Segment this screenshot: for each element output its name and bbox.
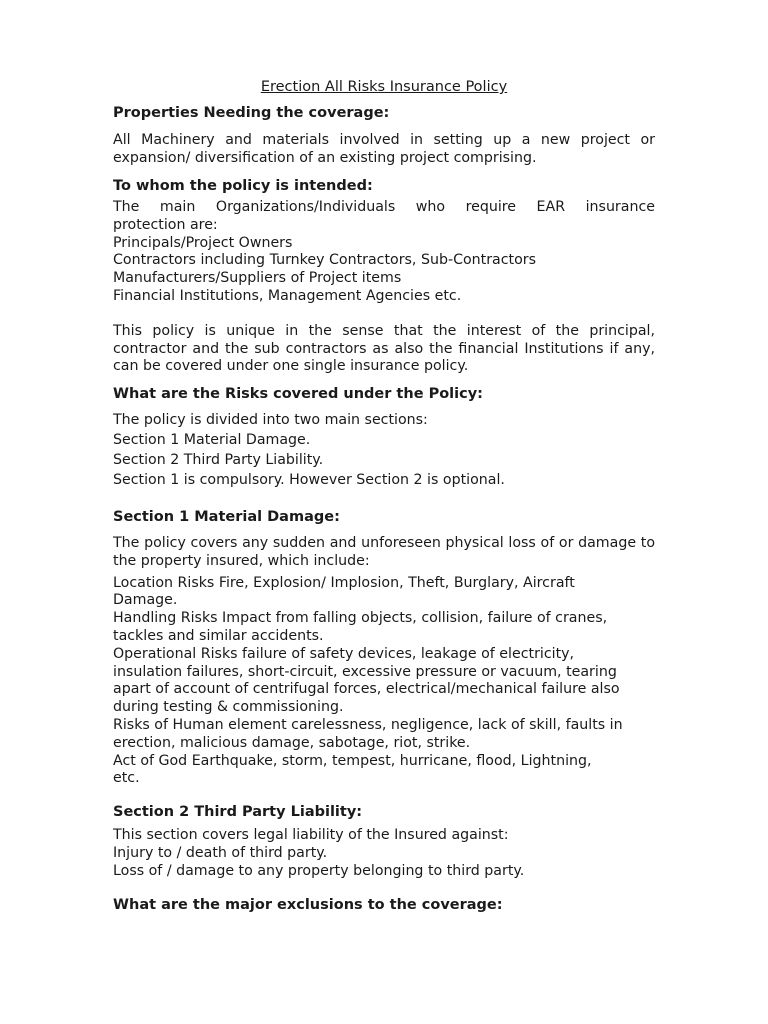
material-damage-intro: The policy covers any sudden and unforeseen physical loss of or damage to the property insured, which include:: [113, 535, 655, 569]
material-risk-line: Location Risks Fire, Explosion/ Implosion, Theft, Burglary, Aircraft: [113, 574, 575, 591]
liability-line: Injury to / death of third party.: [113, 844, 328, 861]
material-risk-line: Act of God Earthquake, storm, tempest, hurricane, flood, Lightning,: [113, 752, 592, 769]
exclusions-heading: What are the major exclusions to the coverage:: [113, 897, 503, 913]
risks-section1-line: Section 1 Material Damage.: [113, 432, 311, 448]
material-risk-line: erection, malicious damage, sabotage, riot, strike.: [113, 734, 471, 751]
material-risk-line: etc.: [113, 770, 140, 787]
whom-unique-paragraph: This policy is unique in the sense that the interest of the principal, contractor and the sub contractors as also the financial Institutions if any, can be covered under one single insurance policy.: [113, 322, 655, 375]
material-damage-section: [113, 508, 655, 788]
material-risk-line: Risks of Human element carelessness, negligence, lack of skill, faults in: [113, 716, 623, 733]
whom-item-financial: Financial Institutions, Management Agencies etc.: [113, 287, 462, 304]
whom-heading: To whom the policy is intended:: [113, 178, 373, 194]
properties-section: [113, 104, 655, 168]
risks-section: [113, 385, 655, 490]
whom-intro-line1: The main Organizations/Individuals who require EAR insurance: [113, 199, 655, 215]
liability-line: This section covers legal liability of the Insured against:: [113, 827, 509, 843]
whom-item-contractors: Contractors including Turnkey Contractors, Sub-Contractors: [113, 252, 537, 269]
risks-section2-line: Section 2 Third Party Liability.: [113, 452, 324, 468]
material-damage-heading: Section 1 Material Damage:: [113, 509, 340, 525]
properties-body: All Machinery and materials involved in setting up a new project or expansion/ diversification of an existing project comprising.: [113, 132, 655, 166]
liability-heading: Section 2 Third Party Liability:: [113, 804, 363, 820]
properties-heading: Properties Needing the coverage:: [113, 105, 390, 121]
material-risk-line: Damage.: [113, 592, 178, 609]
risks-compulsory-line: Section 1 is compulsory. However Section 2 is optional.: [113, 472, 505, 488]
material-risk-line: Operational Risks failure of safety devices, leakage of electricity,: [113, 645, 575, 662]
whom-intro-line2: protection are:: [113, 216, 218, 233]
material-risk-line: during testing & commissioning.: [113, 699, 344, 716]
risks-intro: The policy is divided into two main sections:: [113, 412, 428, 428]
material-risk-line: Handling Risks Impact from falling objects, collision, failure of cranes,: [113, 610, 608, 627]
liability-line: Loss of / damage to any property belonging to third party.: [113, 862, 525, 879]
whom-item-principals: Principals/Project Owners: [113, 234, 293, 251]
material-risk-line: apart of account of centrifugal forces, electrical/mechanical failure also: [113, 681, 620, 698]
risks-heading: What are the Risks covered under the Policy:: [113, 386, 483, 402]
exclusions-section: [113, 896, 655, 914]
whom-section: [113, 177, 655, 376]
document-title: Erection All Risks Insurance Policy: [260, 79, 508, 95]
whom-item-manufacturers: Manufacturers/Suppliers of Project items: [113, 270, 402, 287]
material-risk-line: tackles and similar accidents.: [113, 627, 324, 644]
liability-section: [113, 803, 655, 880]
material-risk-line: insulation failures, short-circuit, excessive pressure or vacuum, tearing: [113, 663, 617, 680]
material-risk-list: [113, 575, 655, 789]
